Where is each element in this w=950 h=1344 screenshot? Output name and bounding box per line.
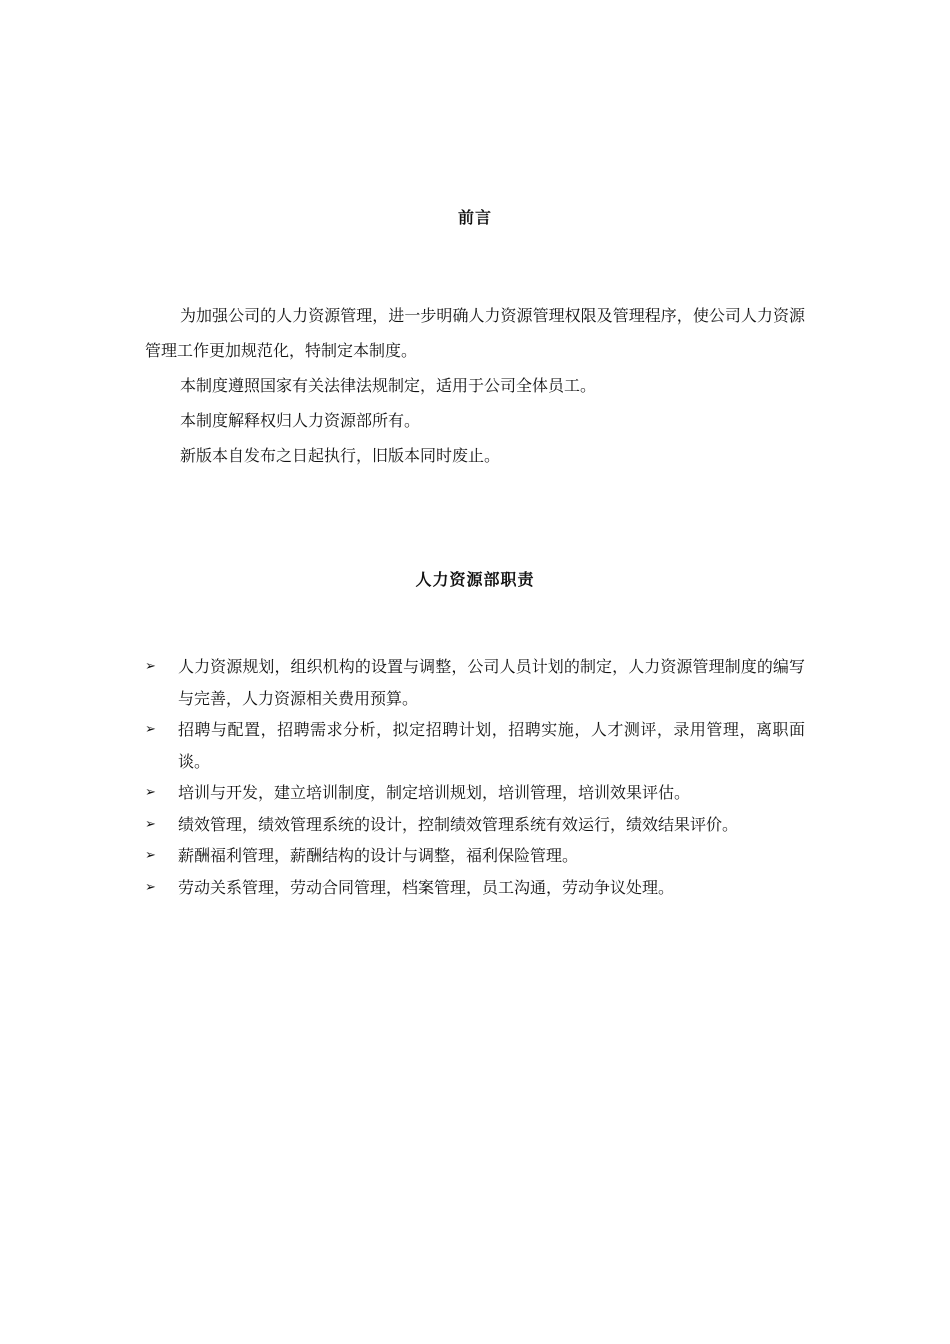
arrow-bullet-icon: ➢ [145,848,156,863]
duty-item-training [145,777,805,809]
duty-item-labor-relations [145,872,805,904]
duties-heading: 人力资源部职责 [415,570,535,589]
duty-item-text: 招聘与配置，招聘需求分析，拟定招聘计划，招聘实施，人才测评，录用管理，离职面谈。 [178,720,805,771]
duty-item-text: 人力资源规划，组织机构的设置与调整，公司人员计划的制定，人力资源管理制度的编写与完善，人力资源相关费用预算。 [178,657,805,708]
duty-item-text: 劳动关系管理，劳动合同管理，档案管理，员工沟通，劳动争议处理。 [178,877,675,897]
duty-item-recruitment [145,714,805,777]
duty-item-text: 绩效管理，绩效管理系统的设计，控制绩效管理系统有效运行，绩效结果评价。 [178,814,739,834]
duty-item-text: 培训与开发，建立培训制度，制定培训规划，培训管理，培训效果评估。 [178,783,691,802]
duty-item-text: 薪酬福利管理，薪酬结构的设计与调整，福利保险管理。 [178,846,579,865]
duties-list [145,651,805,903]
preface-paragraph-3: 本制度解释权归人力资源部所有。 [180,411,421,430]
arrow-bullet-icon: ➢ [145,785,156,800]
arrow-bullet-icon: ➢ [145,722,156,737]
arrow-bullet-icon: ➢ [145,879,156,895]
arrow-bullet-icon: ➢ [145,659,156,674]
duty-item-performance [145,809,805,841]
arrow-bullet-icon: ➢ [145,816,156,832]
duty-item-planning [145,651,805,714]
preface-paragraph-2: 本制度遵照国家有关法律法规制定，适用于公司全体员工。 [180,376,597,395]
preface-paragraph-1: 为加强公司的人力资源管理，进一步明确人力资源管理权限及管理程序，使公司人力资源管理工作更加规范化，特制定本制度。 [145,306,805,360]
preface-paragraph-4: 新版本自发布之日起执行，旧版本同时废止。 [180,446,501,465]
duty-item-compensation [145,840,805,872]
preface-heading: 前言 [457,208,492,227]
preface-body [145,298,805,473]
